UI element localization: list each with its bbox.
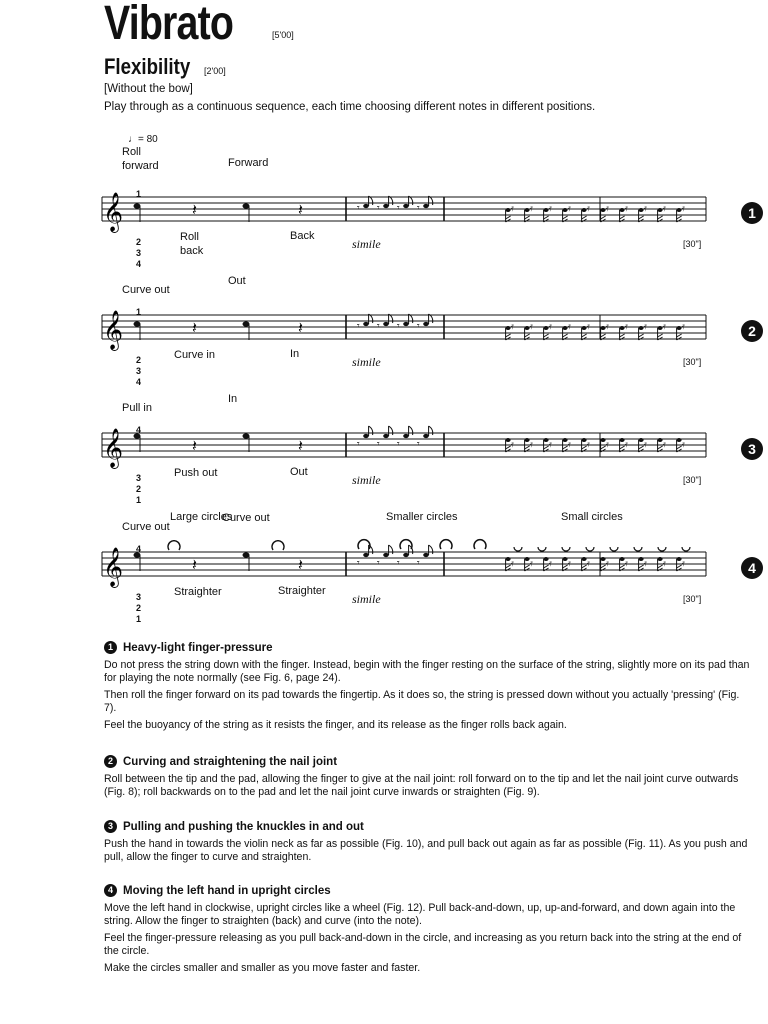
svg-text:𝄿: 𝄿: [511, 440, 514, 450]
svg-text:𝄽: 𝄽: [192, 200, 197, 219]
label-bottom-b: Straighter: [278, 585, 326, 597]
simile-marking: simile: [352, 237, 381, 251]
section-heading: Moving the left hand in upright circles: [123, 884, 331, 897]
svg-text:𝄞: 𝄞: [103, 310, 124, 350]
svg-text:𝄿: 𝄿: [587, 559, 590, 569]
subtitle-duration: [2'00]: [204, 66, 226, 76]
svg-text:𝄿: 𝄿: [682, 322, 685, 332]
section-heading: Curving and straightening the nail joint: [123, 755, 338, 768]
label-bottom-b: Out: [290, 466, 308, 478]
simile-marking: simile: [352, 355, 381, 369]
section-paragraph: Then roll the finger forward on its pad towards the fingertip. As it does so, the string is pressed down without you actually 'pressing' (Fig. 7).: [104, 689, 740, 714]
label-top-b: Out: [228, 275, 246, 287]
finger-number-stack: 3 2 1: [136, 592, 142, 624]
svg-text:𝄿: 𝄿: [587, 204, 590, 214]
svg-text:𝄾: 𝄾: [417, 321, 420, 332]
label-bottom-a: Roll back: [180, 231, 204, 257]
svg-text:𝄿: 𝄿: [587, 322, 590, 332]
duration-marking: [30"]: [683, 239, 702, 249]
finger-number-stack: 2 3 4: [136, 355, 142, 387]
svg-text:𝄾: 𝄾: [397, 321, 400, 332]
svg-text:𝄿: 𝄿: [511, 204, 514, 214]
section-paragraph: Feel the finger-pressure releasing as you pull back-and-down in the circle, and increasing as you return back into the string at the end of the circle.: [104, 932, 742, 957]
svg-text:𝄿: 𝄿: [606, 559, 609, 569]
section-number-badge: 3: [104, 820, 117, 833]
svg-text:𝄿: 𝄿: [549, 440, 552, 450]
svg-text:𝄿: 𝄿: [606, 204, 609, 214]
svg-text:𝄿: 𝄿: [606, 322, 609, 332]
svg-text:𝄾: 𝄾: [377, 321, 380, 332]
svg-text:𝄿: 𝄿: [663, 204, 666, 214]
duration-marking: [30"]: [683, 357, 702, 367]
exercise-number-badge: 2: [741, 320, 763, 342]
exercise-number-badge: 3: [741, 438, 763, 460]
svg-text:𝄿: 𝄿: [530, 440, 533, 450]
svg-text:𝄿: 𝄿: [549, 559, 552, 569]
section-paragraph: Move the left hand in clockwise, upright circles like a wheel (Fig. 12). Pull back-and-down, up, up-and-forward, and down again into the string. Allow the finger to straighten (back) and curve (into the note).: [104, 902, 736, 927]
section-paragraph: Make the circles smaller and smaller as you move faster and faster.: [104, 962, 421, 974]
svg-text:𝄿: 𝄿: [606, 440, 609, 450]
svg-text:𝄽: 𝄽: [298, 318, 303, 337]
label-top-b: Forward: [228, 157, 269, 169]
svg-text:𝄿: 𝄿: [682, 204, 685, 214]
simile-marking: simile: [352, 592, 381, 606]
svg-text:𝄿: 𝄿: [625, 204, 628, 214]
section-number-badge: 2: [104, 755, 117, 768]
svg-text:𝄿: 𝄿: [549, 322, 552, 332]
label-top-b: Curve out: [222, 512, 270, 524]
duration-marking: [30"]: [683, 594, 702, 604]
title-duration: [5'00]: [272, 30, 294, 40]
simile-marking: simile: [352, 473, 381, 487]
svg-text:𝄿: 𝄿: [625, 322, 628, 332]
label-bottom-a: Curve in: [174, 349, 215, 361]
svg-text:𝄽: 𝄽: [298, 436, 303, 455]
svg-text:𝄿: 𝄿: [568, 322, 571, 332]
section-2: [104, 755, 754, 803]
finger-number-stack: 2 3 4: [136, 237, 142, 269]
section-title: Flexibility: [104, 54, 191, 79]
svg-text:𝄿: 𝄿: [644, 322, 647, 332]
label-bottom-b: Back: [290, 230, 315, 242]
finger-number-top: 4: [136, 544, 142, 554]
svg-text:𝄿: 𝄿: [663, 440, 666, 450]
label-top-a: Pull in: [122, 402, 152, 414]
section-3: [104, 820, 754, 868]
svg-text:𝄿: 𝄿: [511, 559, 514, 569]
finger-number-top: 1: [136, 189, 142, 199]
svg-text:𝄾: 𝄾: [377, 203, 380, 214]
svg-text:𝄿: 𝄿: [568, 559, 571, 569]
section-1: [104, 641, 754, 736]
section-paragraph: Push the hand in towards the violin neck as far as possible (Fig. 10), and pull back out again as far as possible (Fig. 11). As you push and pull, allow the finger to curve and straighten.: [104, 838, 748, 863]
svg-text:𝄿: 𝄿: [644, 204, 647, 214]
label-top-b: In: [228, 393, 238, 405]
circles-label-small: Small circles: [561, 511, 623, 523]
instruction-line-1: [Without the bow]: [104, 83, 193, 95]
svg-text:𝄾: 𝄾: [357, 321, 360, 332]
tempo-marking: ♩= 80: [128, 134, 158, 145]
svg-text:𝄿: 𝄿: [568, 204, 571, 214]
svg-text:𝄾: 𝄾: [417, 439, 420, 450]
label-bottom-a: Straighter: [174, 586, 222, 598]
svg-text:𝄿: 𝄿: [663, 322, 666, 332]
svg-text:𝄿: 𝄿: [663, 559, 666, 569]
svg-text:𝄾: 𝄾: [357, 203, 360, 214]
svg-text:𝄞: 𝄞: [103, 547, 124, 587]
section-paragraph: Do not press the string down with the finger. Instead, begin with the finger resting on the surface of the string, slightly more on its pad than for playing the note normally (see Fig. 6, page 24).: [104, 659, 750, 684]
section-heading: Pulling and pushing the knuckles in and out: [123, 820, 364, 833]
section-paragraph: Roll between the tip and the pad, allowing the finger to give at the nail joint: roll forward on to the tip and let the nail joint curve outwards (Fig. 8); roll backwards on to the pad and let the nail joint curve inwards or straighten (Fig. 9).: [104, 773, 739, 798]
section-number-badge: 1: [104, 641, 117, 654]
svg-text:𝄿: 𝄿: [530, 204, 533, 214]
duration-marking: [30"]: [683, 475, 702, 485]
svg-text:𝄿: 𝄿: [644, 440, 647, 450]
svg-text:𝄽: 𝄽: [192, 555, 197, 574]
svg-text:𝄞: 𝄞: [103, 428, 124, 468]
svg-text:𝄽: 𝄽: [298, 200, 303, 219]
svg-text:𝄽: 𝄽: [298, 555, 303, 574]
label-top-a: Curve out: [122, 521, 170, 533]
svg-text:𝄿: 𝄿: [682, 559, 685, 569]
label-top-a: Curve out: [122, 284, 170, 296]
svg-text:𝄾: 𝄾: [397, 203, 400, 214]
svg-text:𝄿: 𝄿: [625, 440, 628, 450]
svg-text:𝄾: 𝄾: [397, 439, 400, 450]
svg-text:𝄽: 𝄽: [192, 436, 197, 455]
exercise-number-badge: 1: [741, 202, 763, 224]
svg-text:𝄾: 𝄾: [377, 439, 380, 450]
label-bottom-a: Push out: [174, 467, 218, 479]
svg-text:𝄿: 𝄿: [530, 559, 533, 569]
circles-label-large: Large circles: [170, 511, 233, 523]
circles-label-smaller: Smaller circles: [386, 511, 458, 523]
svg-text:𝄞: 𝄞: [103, 192, 124, 232]
svg-text:𝄿: 𝄿: [568, 440, 571, 450]
svg-text:𝄿: 𝄿: [530, 322, 533, 332]
finger-number-top: 1: [136, 307, 142, 317]
circle-arrows: [350, 535, 710, 555]
svg-text:𝄿: 𝄿: [587, 440, 590, 450]
svg-text:𝄿: 𝄿: [625, 559, 628, 569]
svg-text:𝄾: 𝄾: [417, 558, 420, 569]
svg-text:𝄿: 𝄿: [549, 204, 552, 214]
section-4: [104, 884, 754, 979]
svg-text:𝄽: 𝄽: [192, 318, 197, 337]
page-title: Vibrato: [104, 0, 234, 50]
svg-text:𝄿: 𝄿: [644, 559, 647, 569]
svg-text:𝄾: 𝄾: [357, 558, 360, 569]
label-top-a: Roll forward: [122, 146, 159, 172]
svg-text:𝄾: 𝄾: [397, 558, 400, 569]
svg-text:𝄿: 𝄿: [511, 322, 514, 332]
svg-text:𝄿: 𝄿: [682, 440, 685, 450]
instruction-line-2: Play through as a continuous sequence, each time choosing different notes in different positions.: [104, 101, 596, 113]
svg-text:𝄾: 𝄾: [377, 558, 380, 569]
finger-number-stack: 3 2 1: [136, 473, 142, 505]
finger-number-top: 4: [136, 425, 142, 435]
svg-text:𝄾: 𝄾: [357, 439, 360, 450]
section-number-badge: 4: [104, 884, 117, 897]
section-paragraph: Feel the buoyancy of the string as it resists the finger, and its release as the finger rolls back again.: [104, 719, 567, 731]
svg-text:𝄾: 𝄾: [417, 203, 420, 214]
exercise-number-badge: 4: [741, 557, 763, 579]
section-heading: Heavy-light finger-pressure: [123, 641, 273, 654]
label-bottom-b: In: [290, 348, 300, 360]
